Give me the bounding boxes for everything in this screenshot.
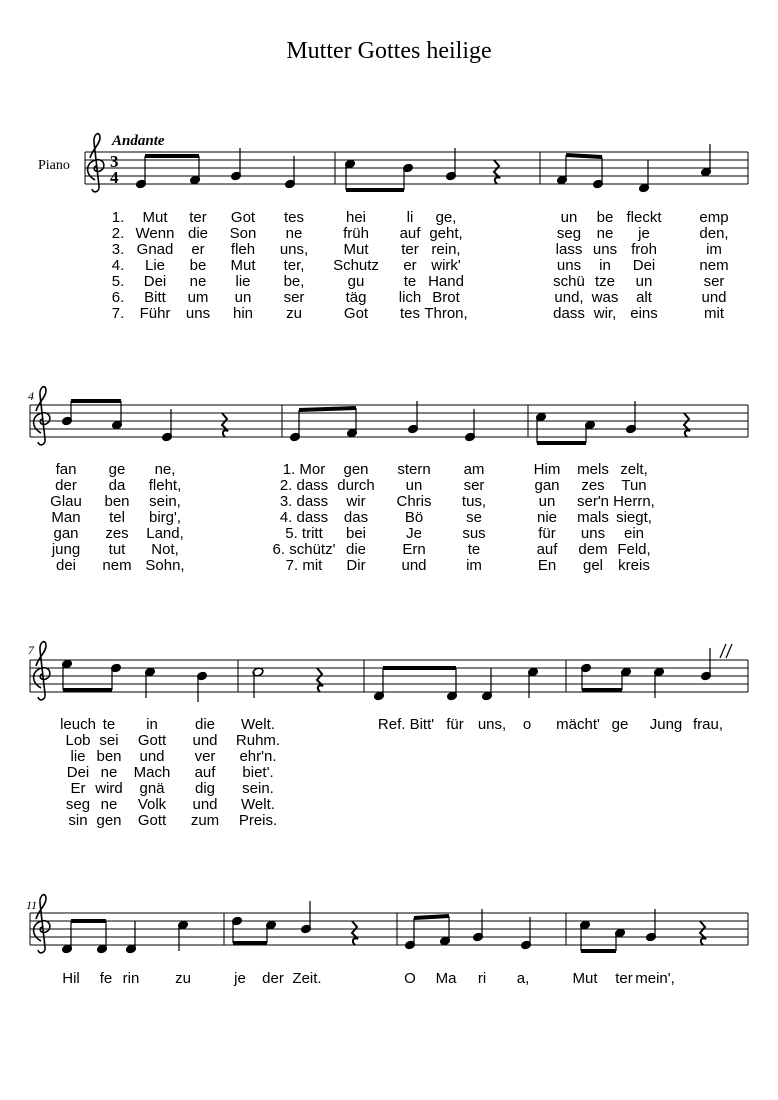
lyric-syllable: durch (337, 477, 375, 494)
lyric-syllable: gen (96, 812, 122, 829)
lyric-syllable: in (599, 257, 611, 274)
lyric-syllable: für (538, 525, 556, 542)
lyric-syllable: uns (592, 241, 618, 258)
lyric-syllable: er (191, 241, 205, 258)
lyric-syllable: Ern (402, 541, 426, 558)
lyric-syllable: ne (596, 225, 614, 242)
lyric-syllable: un (560, 209, 578, 226)
lyric-syllable: ser'n (576, 493, 610, 510)
lyric-syllable: lass (555, 241, 583, 258)
lyric-syllable: mächt' (556, 716, 600, 733)
lyric-syllable: Preis. (238, 812, 278, 829)
lyric-syllable: Je (406, 525, 422, 542)
lyric-syllable: Brot (432, 289, 460, 306)
lyric-syllable: Mut (343, 241, 369, 258)
lyric-syllable: te (403, 273, 417, 290)
lyric-syllable: Gott (137, 812, 167, 829)
lyric-syllable: hei (345, 209, 367, 226)
lyric-syllable: gnä (139, 780, 165, 797)
staff-system-1 (85, 134, 748, 193)
lyric-syllable: Not, (151, 541, 179, 558)
lyric-syllable: fleh (230, 241, 256, 258)
lyric-syllable: mein', (635, 970, 675, 987)
lyric-syllable: täg (345, 289, 367, 306)
lyric-syllable: ne (100, 796, 118, 813)
lyric-syllable: be (189, 257, 207, 274)
page-title: Mutter Gottes heilige (286, 38, 492, 64)
lyric-syllable: 3. dass (279, 493, 329, 510)
lyric-syllable: rin (122, 970, 140, 987)
lyric-syllable: tel (109, 509, 125, 526)
lyric-syllable: sein. (242, 780, 274, 797)
time-signature-bottom: 4 (110, 168, 119, 187)
lyric-syllable: Man (51, 509, 81, 526)
lyric-syllable: wir, (593, 305, 617, 322)
staff-system-2 (30, 387, 748, 445)
lyric-syllable: ne (100, 764, 118, 781)
lyric-syllable: mals (577, 509, 609, 526)
lyric-syllable: die (187, 225, 209, 242)
lyric-syllable: rein, (431, 241, 461, 258)
lyric-syllable: un (635, 273, 653, 290)
lyric-syllable: uns (580, 525, 606, 542)
lyric-syllable: Land, (146, 525, 184, 542)
lyric-syllable: Feld, (617, 541, 651, 558)
lyric-syllable: tes (399, 305, 421, 322)
lyric-syllable: 3. (111, 241, 125, 258)
lyric-syllable: Dei (66, 764, 90, 781)
lyric-syllable: mit (704, 305, 724, 322)
lyric-syllable: wir (346, 493, 366, 510)
lyric-syllable: Dei (143, 273, 167, 290)
lyric-syllable: Hand (428, 273, 464, 290)
lyric-syllable: leuch (60, 716, 96, 733)
lyric-syllable: te (102, 716, 116, 733)
lyric-syllable: zes (105, 525, 129, 542)
lyric-syllable: Zeit. (292, 970, 322, 987)
lyric-syllable: Hil (62, 970, 80, 987)
lyric-syllable: un (405, 477, 423, 494)
lyric-syllable: im (706, 241, 722, 258)
lyric-syllable: ge (611, 716, 629, 733)
lyric-syllable: nem (102, 557, 132, 574)
lyric-syllable: Him (533, 461, 561, 478)
lyric-syllable: was (591, 289, 619, 306)
lyric-syllable: fleckt (626, 209, 662, 226)
lyric-syllable: dei (55, 557, 77, 574)
lyric-syllable: ter (401, 241, 419, 258)
lyric-syllable: ne (189, 273, 207, 290)
lyric-syllable: ein (623, 525, 645, 542)
measure-number: 11 (26, 898, 38, 912)
lyric-syllable: fleht, (148, 477, 182, 494)
lyric-syllable: nie (536, 509, 558, 526)
lyric-syllable: ver (194, 748, 216, 765)
lyric-syllable: den, (699, 225, 729, 242)
lyric-syllable: 6. schütz' (272, 541, 336, 558)
lyric-syllable: un (234, 289, 252, 306)
lyric-syllable: Sohn, (145, 557, 185, 574)
lyric-syllable: früh (343, 225, 369, 242)
lyric-syllable: Bitt (144, 289, 166, 306)
lyric-syllable: ehr'n. (239, 748, 277, 765)
lyric-syllable: 4. (111, 257, 125, 274)
lyric-syllable: Dir (346, 557, 366, 574)
lyric-syllable: 1. (111, 209, 125, 226)
lyric-syllable: be (596, 209, 614, 226)
lyric-syllable: li (406, 209, 414, 226)
lyric-syllable: in (146, 716, 158, 733)
lyric-syllable: ben (104, 493, 130, 510)
lyric-syllable: Welt. (241, 796, 275, 813)
lyric-syllable: Son (229, 225, 257, 242)
lyric-syllable: tes (283, 209, 305, 226)
lyric-syllable: die (345, 541, 367, 558)
lyric-syllable: dem (578, 541, 608, 558)
lyric-syllable: Tun (621, 477, 647, 494)
lyric-syllable: Welt. (241, 716, 275, 733)
lyric-syllable: lich (398, 289, 422, 306)
lyric-syllable: ser (463, 477, 485, 494)
lyric-syllable: alt (636, 289, 652, 306)
lyric-syllable: und (701, 289, 727, 306)
lyric-syllable: o (522, 716, 532, 733)
lyric-syllable: Lob (65, 732, 91, 749)
lyric-syllable: fe (99, 970, 113, 987)
tempo-marking: Andante (112, 133, 165, 149)
lyric-syllable: zu (286, 305, 302, 322)
lyric-syllable: Gnad (136, 241, 174, 258)
lyric-syllable: seg (556, 225, 582, 242)
lyric-syllable: auf (194, 764, 216, 781)
lyric-syllable: un (538, 493, 556, 510)
lyric-syllable: Mut (230, 257, 256, 274)
lyric-syllable: Führ (139, 305, 171, 322)
lyric-syllable: kreis (618, 557, 650, 574)
lyric-syllable: ser (703, 273, 725, 290)
lyric-syllable: Dei (632, 257, 656, 274)
lyric-syllable: und, (554, 289, 584, 306)
lyric-syllable: lie (70, 748, 86, 765)
lyric-syllable: 7. (111, 305, 125, 322)
lyric-syllable: ben (96, 748, 122, 765)
lyric-syllable: emp (699, 209, 729, 226)
lyric-syllable: und (401, 557, 427, 574)
staff-system-3 (30, 642, 748, 702)
lyric-syllable: auf (536, 541, 558, 558)
lyric-syllable: je (638, 225, 650, 242)
lyric-syllable: fan (55, 461, 77, 478)
lyric-syllable: gan (534, 477, 560, 494)
lyric-syllable: uns (556, 257, 582, 274)
lyric-syllable: mels (577, 461, 609, 478)
lyric-syllable: Lie (144, 257, 166, 274)
lyric-syllable: Wenn (135, 225, 175, 242)
lyric-syllable: Mach (133, 764, 171, 781)
lyric-syllable: Mut (572, 970, 598, 987)
lyric-syllable: er (403, 257, 417, 274)
lyric-syllable: dig (194, 780, 216, 797)
lyric-syllable: Got (343, 305, 369, 322)
lyric-syllable: te (467, 541, 481, 558)
lyric-syllable: 4. dass (279, 509, 329, 526)
lyric-syllable: nem (699, 257, 729, 274)
lyric-syllable: ter, (283, 257, 305, 274)
lyric-syllable: Herrn, (613, 493, 655, 510)
lyric-syllable: sin (68, 812, 88, 829)
lyric-syllable: Ref. Bitt' (377, 716, 435, 733)
lyric-syllable: stern (397, 461, 431, 478)
lyric-syllable: sei (99, 732, 119, 749)
lyric-syllable: geht, (429, 225, 463, 242)
lyric-syllable: 5. (111, 273, 125, 290)
lyric-syllable: hin (232, 305, 254, 322)
lyric-syllable: Ruhm. (235, 732, 281, 749)
lyric-syllable: am (463, 461, 485, 478)
lyric-syllable: O (404, 970, 416, 987)
lyric-syllable: ter (189, 209, 207, 226)
lyric-syllable: Thron, (424, 305, 468, 322)
lyric-syllable: uns, (477, 716, 507, 733)
lyric-syllable: und (139, 748, 165, 765)
lyric-syllable: 5. tritt (285, 525, 323, 542)
lyric-syllable: eins (630, 305, 658, 322)
lyric-syllable: und (192, 732, 218, 749)
lyric-syllable: Glau (50, 493, 82, 510)
lyric-syllable: wird (95, 780, 123, 797)
lyric-syllable: Gott (137, 732, 167, 749)
measure-number: 4 (28, 389, 34, 403)
lyric-syllable: a, (516, 970, 530, 987)
instrument-name: Piano (38, 158, 70, 173)
lyric-syllable: tze (594, 273, 616, 290)
lyric-syllable: ri (477, 970, 487, 987)
time-signature-top: 3 (110, 152, 119, 171)
lyric-syllable: je (234, 970, 246, 987)
lyric-syllable: be, (283, 273, 305, 290)
lyric-syllable: En (537, 557, 557, 574)
lyric-syllable: gan (53, 525, 79, 542)
lyric-syllable: auf (399, 225, 421, 242)
lyric-syllable: ter (615, 970, 633, 987)
lyric-syllable: Got (230, 209, 256, 226)
lyric-syllable: ge (108, 461, 126, 478)
lyric-syllable: gel (582, 557, 604, 574)
lyric-syllable: seg (65, 796, 91, 813)
lyric-syllable: zes (581, 477, 605, 494)
lyric-syllable: uns, (279, 241, 309, 258)
lyric-syllable: ser (283, 289, 305, 306)
lyric-syllable: Mut (142, 209, 168, 226)
lyric-syllable: im (466, 557, 482, 574)
lyric-syllable: der (262, 970, 284, 987)
lyric-syllable: bei (345, 525, 367, 542)
lyric-syllable: tut (108, 541, 126, 558)
lyric-syllable: 2. (111, 225, 125, 242)
lyric-syllable: froh (631, 241, 657, 258)
lyric-syllable: birg', (148, 509, 182, 526)
lyric-syllable: schü (553, 273, 585, 290)
lyric-syllable: zelt, (620, 461, 648, 478)
lyric-syllable: 1. Mor (282, 461, 326, 478)
lyric-syllable: Bö (404, 509, 424, 526)
lyric-syllable: zum (190, 812, 220, 829)
lyric-syllable: 6. (111, 289, 125, 306)
lyric-syllable: Schutz (333, 257, 379, 274)
lyric-syllable: dass (553, 305, 585, 322)
lyric-syllable: tus, (461, 493, 487, 510)
lyric-syllable: um (187, 289, 209, 306)
lyric-syllable: das (343, 509, 369, 526)
lyric-syllable: ne (285, 225, 303, 242)
lyric-syllable: frau, (692, 716, 724, 733)
lyric-syllable: siegt, (616, 509, 652, 526)
lyric-syllable: 7. mit (285, 557, 323, 574)
lyric-syllable: lie (235, 273, 251, 290)
lyric-syllable: ne, (154, 461, 176, 478)
lyric-syllable: wirk' (431, 257, 461, 274)
lyric-syllable: Chris (396, 493, 432, 510)
lyric-syllable: sein, (149, 493, 181, 510)
lyric-syllable: biet'. (242, 764, 274, 781)
lyric-syllable: 2. dass (279, 477, 329, 494)
lyric-syllable: Er (70, 780, 86, 797)
lyric-syllable: die (194, 716, 216, 733)
measure-number: 7 (28, 643, 34, 657)
lyric-syllable: Jung (649, 716, 683, 733)
lyric-syllable: zu (175, 970, 191, 987)
lyric-syllable: gu (347, 273, 365, 290)
lyric-syllable: jung (51, 541, 81, 558)
lyric-syllable: sus (462, 525, 486, 542)
lyric-syllable: gen (343, 461, 369, 478)
lyric-syllable: se (466, 509, 482, 526)
lyric-syllable: ge, (435, 209, 457, 226)
staff-system-4 (30, 895, 748, 954)
lyric-syllable: Volk (137, 796, 167, 813)
lyric-syllable: Ma (435, 970, 457, 987)
lyric-syllable: uns (185, 305, 211, 322)
lyric-syllable: für (446, 716, 464, 733)
lyric-syllable: da (108, 477, 126, 494)
lyric-syllable: der (55, 477, 77, 494)
lyric-syllable: und (192, 796, 218, 813)
